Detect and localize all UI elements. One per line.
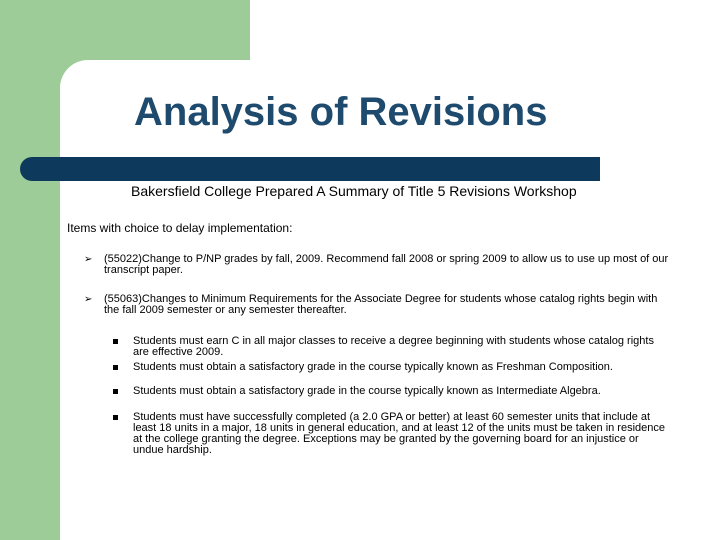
sub-item-text: Students must earn C in all major classes to receive a degree beginning with students whose catalog rights are effective 2009.	[133, 335, 654, 358]
square-bullet-icon	[113, 389, 118, 394]
arrow-bullet-icon: ➢	[84, 294, 93, 305]
item-code: (55063)	[104, 293, 142, 305]
item-text: Changes to Minimum Requirements for the Associate Degree for students whose catalog rights begin with the fall 2009 semester or any semester thereafter.	[104, 293, 658, 316]
square-bullet-icon	[113, 365, 118, 370]
square-bullet-icon	[113, 339, 118, 344]
slide-title: Analysis of Revisions	[134, 90, 548, 134]
slide-subtitle: Bakersfield College Prepared A Summary of Title 5 Revisions Workshop	[131, 183, 577, 199]
item-code: (55022)	[104, 253, 142, 265]
title-underline-bar	[20, 157, 600, 181]
arrow-bullet-icon: ➢	[84, 254, 93, 265]
item-text: Change to P/NP grades by fall, 2009. Recommend fall 2008 or spring 2009 to allow us to use up most of our transcript paper.	[104, 253, 669, 276]
sub-item-text: Students must obtain a satisfactory grade in the course typically known as Freshman Composition.	[133, 361, 613, 373]
section-heading: Items with choice to delay implementation:	[67, 221, 293, 235]
square-bullet-icon	[113, 415, 118, 420]
decorative-green-sidebar	[0, 0, 60, 540]
sub-item-text: Students must obtain a satisfactory grade in the course typically known as Intermediate Algebra.	[133, 385, 601, 397]
sub-item-text: Students must have successfully completed (a 2.0 GPA or better) at least 60 semester units that include at least 18 units in a major, 18 units in general education, and at least 12 of the units must be taken in residence at the college granting the degree. Exceptions may be granted by the governing board for an injustice or undue hardship.	[133, 411, 666, 456]
